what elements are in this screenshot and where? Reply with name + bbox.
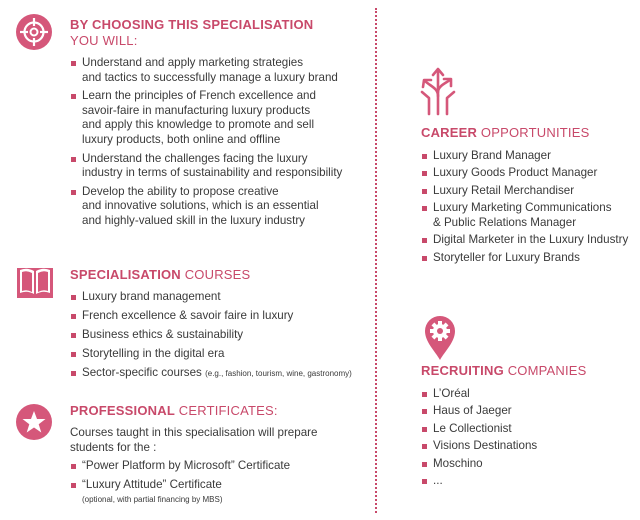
recruiting-heading-light: COMPANIES (507, 363, 587, 378)
list-item-line: savoir-faire in manufacturing luxury products (82, 103, 311, 117)
career-heading-bold: CAREER (421, 125, 478, 140)
list-item-label: “Luxury Attitude” Certificate (82, 477, 222, 491)
career-heading (421, 125, 589, 141)
list-item-line: Develop the ability to propose creative (82, 184, 279, 198)
list-item (70, 185, 370, 229)
list-item-label: Luxury Marketing Communications (433, 201, 612, 215)
list-item: Luxury brand management (70, 290, 370, 305)
intro-line: Courses taught in this specialisation will prepare (70, 426, 318, 439)
recruiting-heading (421, 363, 587, 379)
list-item (421, 201, 639, 230)
certificates-heading (70, 403, 278, 419)
list-item-line: and apply this knowledge to promote and sell (82, 118, 315, 132)
open-book-icon (16, 262, 54, 305)
courses-heading (70, 267, 250, 283)
list-item-line: luxury products, both online and offline (82, 132, 281, 146)
list-item: Luxury Brand Manager (421, 149, 639, 164)
recruiting-heading-bold: RECRUITING (421, 363, 504, 378)
courses-heading-light: COURSES (184, 267, 251, 282)
list-item (70, 478, 370, 508)
list-item (70, 152, 370, 181)
intro-line: students for the : (70, 440, 157, 454)
list-item: Storytelling in the digital era (70, 347, 370, 362)
list-item: L’Oréal (421, 387, 639, 402)
specialisation-heading (70, 17, 313, 49)
list-item (70, 56, 370, 85)
certificates-heading-light: CERTIFICATES: (178, 403, 278, 418)
list-item: “Power Platform by Microsoft” Certificate (70, 459, 370, 474)
list-item-line: and tactics to successfully manage a luxury brand (82, 70, 338, 84)
list-item: Luxury Retail Merchandiser (421, 184, 639, 199)
list-item: Haus of Jaeger (421, 404, 639, 419)
list-item-note: (e.g., fashion, tourism, wine, gastronomy) (205, 368, 352, 378)
list-item: Visions Destinations (421, 439, 639, 454)
certificates-list (70, 459, 370, 508)
courses-list (70, 290, 370, 382)
list-item-line: and highly-valued skill in the luxury industry (82, 213, 305, 227)
dotted-divider (375, 8, 377, 513)
list-item: Le Collectionist (421, 422, 639, 437)
list-item: Digital Marketer in the Luxury Industry (421, 233, 639, 248)
career-list (421, 149, 639, 265)
direction-arrows-icon (418, 66, 458, 121)
certificates-heading-bold: PROFESSIONAL (70, 403, 175, 418)
list-item: Luxury Goods Product Manager (421, 166, 639, 181)
list-item-line: and innovative solutions, which is an essential (82, 199, 319, 213)
specialisation-heading-bold: BY CHOOSING THIS SPECIALISATION (70, 17, 314, 32)
crosshair-target-icon (16, 14, 52, 50)
list-item-label-continued: & Public Relations Manager (433, 215, 577, 229)
list-item: Moschino (421, 457, 639, 472)
list-item-line: Learn the principles of French excellence and (82, 89, 316, 103)
courses-heading-bold: SPECIALISATION (70, 267, 181, 282)
certificates-intro (70, 426, 370, 455)
gear-location-pin-icon (423, 315, 457, 366)
career-heading-light: OPPORTUNITIES (480, 125, 590, 140)
list-item (70, 89, 370, 147)
specialisation-list (70, 56, 370, 229)
list-item: Storyteller for Luxury Brands (421, 251, 639, 266)
specialisation-heading-light: YOU WILL: (70, 33, 138, 48)
list-item (70, 366, 370, 382)
star-icon (16, 404, 52, 440)
list-item-note: (optional, with partial financing by MBS) (82, 495, 223, 505)
list-item-label: Sector-specific courses (82, 365, 202, 379)
list-item: ... (421, 474, 639, 489)
recruiting-list (421, 387, 639, 489)
list-item: Business ethics & sustainability (70, 328, 370, 343)
list-item-line: industry in terms of sustainability and responsibility (82, 166, 343, 180)
list-item-line: Understand and apply marketing strategies (82, 56, 304, 69)
list-item: French excellence & savoir faire in luxury (70, 309, 370, 324)
list-item-line: Understand the challenges facing the luxury (82, 151, 308, 165)
